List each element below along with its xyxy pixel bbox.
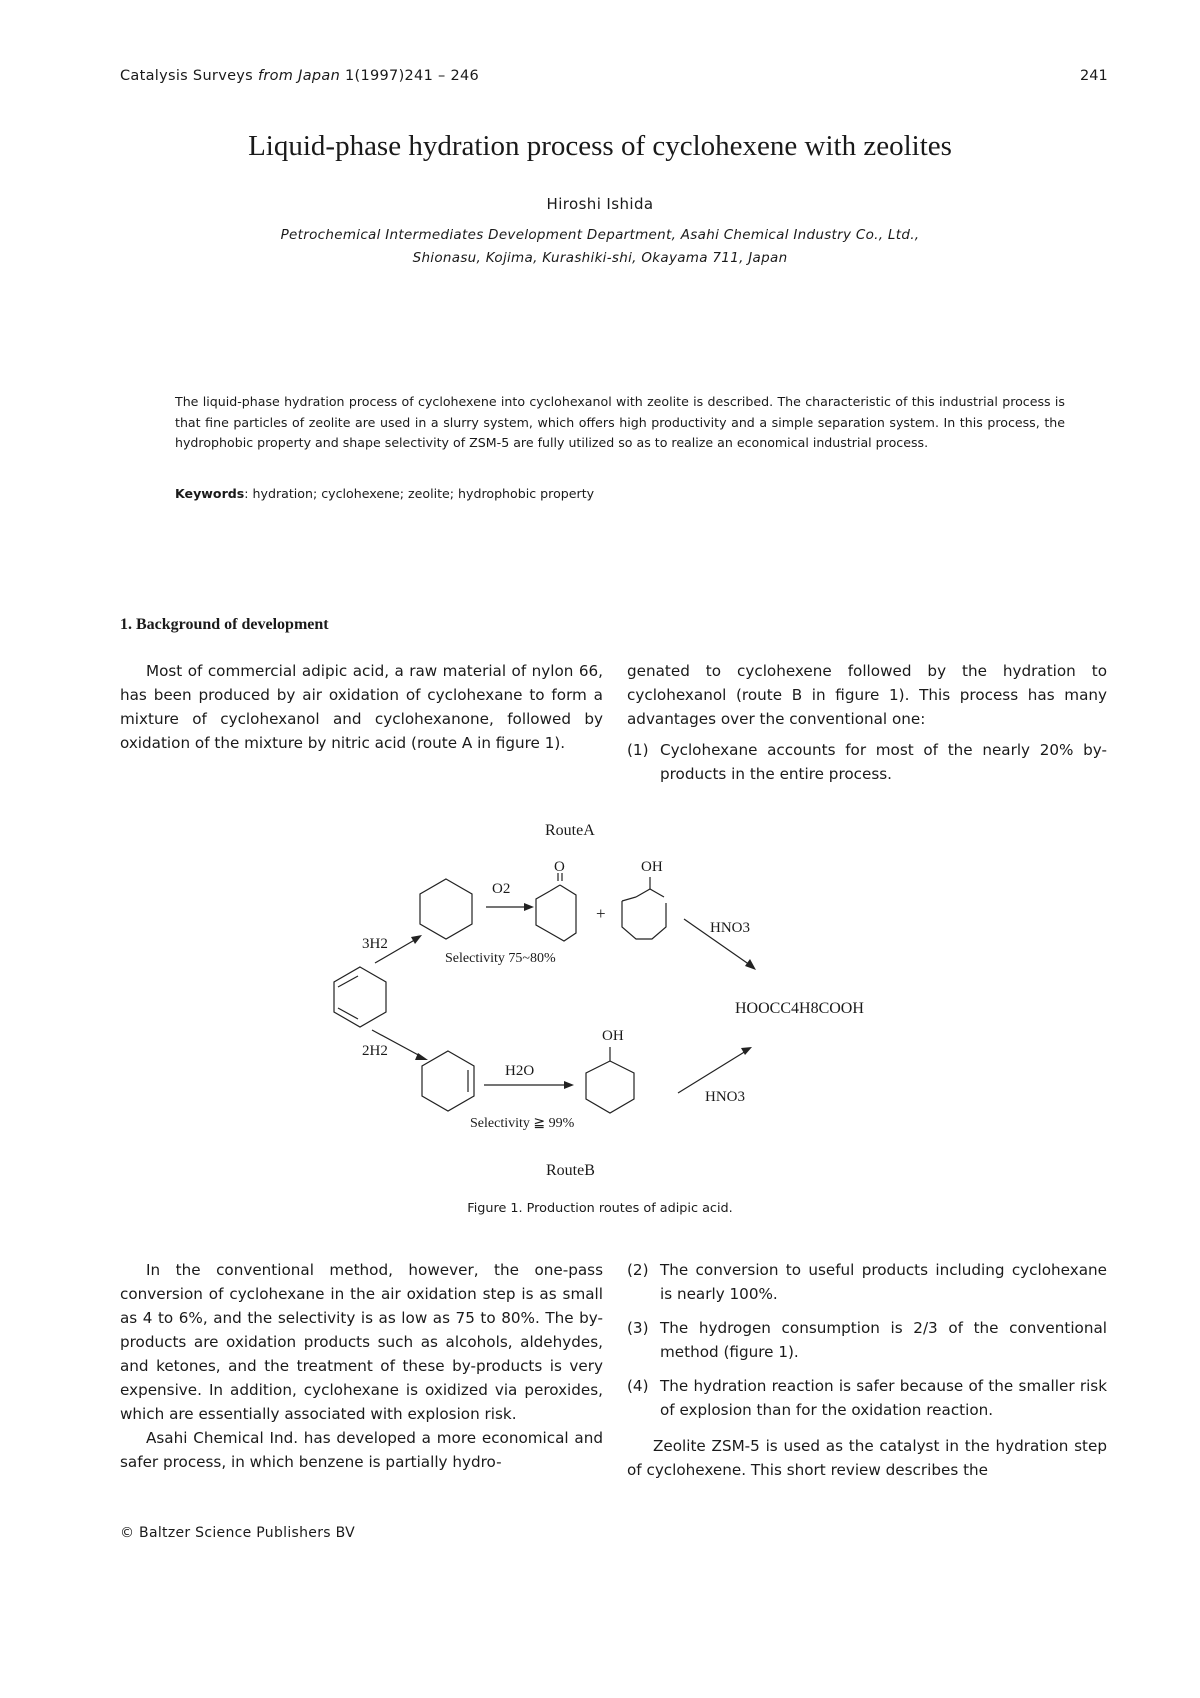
list-item-text: The conversion to useful products including cyclohexane is nearly 100%. xyxy=(660,1261,1107,1303)
route-a-label: RouteA xyxy=(545,822,595,839)
author-name: Hiroshi Ishida xyxy=(546,195,654,213)
paragraph: Asahi Chemical Ind. has developed a more economical and safer process, in which benzene is partially hydro- xyxy=(120,1429,603,1471)
list-item-number: (1) xyxy=(627,741,649,759)
section-heading: 1. Background of development xyxy=(120,616,329,633)
hydroxyl-label-a: OH xyxy=(641,859,663,875)
cyclohexane-structure xyxy=(420,879,472,939)
hno3-label-a: HNO3 xyxy=(710,920,750,936)
affiliation-line-1: Petrochemical Intermediates Development Department, Asahi Chemical Industry Co., Ltd., xyxy=(280,227,920,243)
plus-sign: + xyxy=(596,904,606,923)
keywords-list: : hydration; cyclohexene; zeolite; hydrophobic property xyxy=(244,486,595,501)
selectivity-b: Selectivity ≧ 99% xyxy=(470,1116,575,1131)
adipic-acid-label: HOOCC4H8COOH xyxy=(735,1000,864,1017)
cyclohexanone-structure xyxy=(536,873,576,941)
journal-name-italic: from Japan xyxy=(257,68,341,84)
h2o-label: H2O xyxy=(505,1063,535,1079)
selectivity-a: Selectivity 75~80% xyxy=(445,951,556,966)
affiliation-line-2: Shionasu, Kojima, Kurashiki-shi, Okayama 711, Japan xyxy=(412,250,788,266)
figure-1 xyxy=(300,815,1000,1195)
paragraph: Most of commercial adipic acid, a raw material of nylon 66, has been produced by air oxidation of cyclohexane to form a mixture of cyclohexanol and cyclohexanone, followed by oxidation of the mixture by nitric acid (route A in figure 1). xyxy=(120,662,603,752)
paragraph: Zeolite ZSM-5 is used as the catalyst in the hydration step of cyclohexene. This short review describes the xyxy=(627,1437,1107,1479)
body-column-left-bottom xyxy=(120,1258,603,1474)
copyright-notice: © Baltzer Science Publishers BV xyxy=(120,1525,355,1541)
paragraph: In the conventional method, however, the one-pass conversion of cyclohexane in the air oxidation step is as small as 4 to 6%, and the selectivity is as low as 75 to 80%. The by-products are oxidation products such as alcohols, aldehydes, and ketones, and the treatment of these by-products is very expensive. In addition, cyclohexane is oxidized via peroxides, which are essentially associated with explosion risk. xyxy=(120,1261,603,1423)
body-column-right-bottom xyxy=(627,1258,1107,1482)
list-item xyxy=(627,1258,1107,1306)
benzene-structure xyxy=(334,967,386,1027)
journal-name: Catalysis Surveys xyxy=(120,68,258,84)
abstract: The liquid-phase hydration process of cyclohexene into cyclohexanol with zeolite is described. The characteristic of this industrial process is that fine particles of zeolite are used in a slurry system, which offers high productivity and a simple separation system. In this process, the hydrophobic property and shape selectivity of ZSM-5 are fully utilized so as to realize an economical industrial process. xyxy=(175,394,1065,450)
body-column-right-top xyxy=(627,659,1107,786)
list-item-text: Cyclohexane accounts for most of the nearly 20% by-products in the entire process. xyxy=(660,741,1107,783)
hno3-label-b: HNO3 xyxy=(705,1089,745,1105)
list-item-text: The hydrogen consumption is 2/3 of the conventional method (figure 1). xyxy=(660,1319,1107,1361)
figure-caption: Figure 1. Production routes of adipic acid. xyxy=(467,1201,733,1216)
h2-label-a: 3H2 xyxy=(362,936,388,952)
list-item-number: (2) xyxy=(627,1261,649,1279)
keywords-label: Keywords xyxy=(175,486,245,501)
paragraph: genated to cyclohexene followed by the hydration to cyclohexanol (route B in figure 1). This process has many advantages over the conventional one: xyxy=(627,662,1107,728)
journal-volume: 1(1997)241 – 246 xyxy=(340,68,480,84)
page-number: 241 xyxy=(1080,68,1108,84)
reaction-scheme xyxy=(300,815,1000,1195)
hydroxyl-label-b: OH xyxy=(602,1028,624,1044)
list-item-text: The hydration reaction is safer because of the smaller risk of explosion than for the oxidation reaction. xyxy=(660,1377,1107,1419)
list-item-number: (3) xyxy=(627,1319,649,1337)
list-item xyxy=(627,738,1107,786)
h2-label-b: 2H2 xyxy=(362,1043,388,1059)
cyclohexene-structure xyxy=(422,1051,474,1111)
o2-label: O2 xyxy=(492,881,511,897)
paper-title: Liquid-phase hydration process of cyclohexene with zeolites xyxy=(248,130,952,162)
cyclohexanol-structure-a xyxy=(622,877,666,939)
journal-citation xyxy=(120,68,479,84)
arrow-hno3-b xyxy=(678,1051,746,1093)
ketone-o-label: O xyxy=(554,859,565,875)
keywords xyxy=(175,486,594,501)
list-item xyxy=(627,1374,1107,1422)
cyclohexanol-structure-b xyxy=(586,1047,634,1113)
route-b-label: RouteB xyxy=(546,1162,595,1179)
list-item-number: (4) xyxy=(627,1377,649,1395)
list-item xyxy=(627,1316,1107,1364)
body-column-left-top xyxy=(120,659,603,755)
